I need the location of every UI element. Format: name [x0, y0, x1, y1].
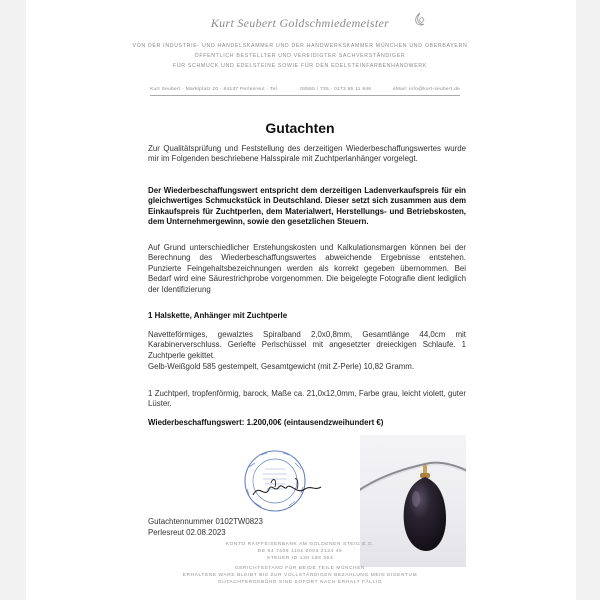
place-and-date: Perlesreut 02.08.2023 [148, 528, 226, 537]
intro-paragraph: Zur Qualitätsprüfung und Feststellung des derzeitigen Wiederbeschaffungswertes wurde mir im Folgenden beschriebene Halsspirale mit Zuchtperlanhänger vorgelegt. [148, 144, 466, 164]
address-email: eMail: info@kurt-seubert.de [392, 87, 460, 92]
letterhead-line-2: ÖFFENTLICH BESTELLTER UND VEREIDIGTER SACHVERSTÄNDIGER [194, 53, 406, 59]
sender-address-line [150, 87, 460, 92]
address-street: Kurt Seubert · Marktplatz 20 · 84137 Perlesreut · Tel. [150, 87, 279, 92]
replacement-value-label: Wiederbeschaffungswert: [148, 418, 245, 427]
official-seal-stamp [225, 443, 345, 519]
bank-line-1: KONTO RAIFFEISENBANK AM GOLDENEN STEIG E.G. [225, 542, 375, 547]
item-pearl-details: 1 Zuchtperl, tropfenförmig, barock, Maße ca. 21,0x12,0mm, Farbe grau, leicht violett, guter Lüster. [148, 389, 466, 409]
letterhead-name: Kurt Seubert Goldschmiedemeister [210, 16, 390, 30]
report-number: Gutachtennummer 0102TW0823 [148, 517, 263, 526]
pearl-pendant-image [360, 435, 466, 567]
legal-line-2: ERHALTENE WARE BLEIBT BIS ZUR VOLLSTÄNDIGEN BEZAHLUNG MEIN EIGENTUM [182, 573, 418, 578]
document-title: Gutachten [265, 120, 335, 136]
legal-line-3: GUTACHTERGEBÜHR SIND SOFORT NACH ERHALT FÄLLIG [217, 580, 383, 585]
value-definition-paragraph: Der Wiederbeschaffungswert entspricht dem derzeitigen Ladenverkaufspreis für ein gleichwertiges Schmuckstück in Deutschland. Dieser setzt sich zusammen aus dem Einkaufspreis für Zuchtperlen, dem Materialwert, Herstellungs- und Betriebskosten, dem Unternehmergewinn, sowie den gesetzlichen Steuern. [148, 186, 466, 227]
item-heading: 1 Halskette, Anhänger mit Zuchtperle [148, 311, 288, 320]
letterhead-line-1: VON DER INDUSTRIE- UND HANDELSKAMMER UND DER HANDWERKSKAMMER MÜNCHEN UND OBERBAYERN [132, 43, 468, 49]
letterhead-line-3: FÜR SCHMUCK UND EDELSTEINE SOWIE FÜR DEN EDELSTEINFARBENHANDWERK [172, 63, 428, 69]
legal-line-1: GERICHTSSTAND FÜR BEIDE TEILE MÜNCHEN [234, 566, 366, 571]
replacement-value [148, 418, 466, 428]
disclaimer-paragraph: Auf Grund unterschiedlicher Erstehungskosten und Kalkulationsmargen können bei der Berechnung des Wiederbeschaffungswertes abweichende Ergebnisse entstehen. Punzierte Feingehaltsbezeichnungen werden als korrekt gegeben übernommen. Bei Bedarf wird eine Säurestrichprobe vorgenommen. Die beigelegte Fotografie dient lediglich der Identifizierung [148, 243, 466, 294]
address-divider [150, 95, 460, 96]
replacement-value-amount: 1.200,00€ (eintausendzweihundert €) [246, 418, 384, 427]
address-phone: 08555 / 735 · 0173 65 11 846 [300, 87, 372, 92]
bank-line-2: DE 64 7406 1101 0003 2124 45 [257, 549, 343, 554]
pearl-pendant-photo [360, 435, 466, 567]
item-gold-details: Gelb-Weißgold 585 gestempelt, Gesamtgewicht (mit Z-Perle) 10,82 Gramm. [148, 362, 415, 371]
bank-line-3: STEUER ID 130 188 353 [266, 556, 334, 561]
item-description: Navetteförmiges, gewalztes Spiralband 2,0x0,8mm, Gesamtlänge 44,0cm mit Karabinerverschluss. Geriefte Perlschüssel mit angesetzter dreieckigen Schlaufe. 1 Zuchtperle gekittet. [148, 330, 466, 360]
